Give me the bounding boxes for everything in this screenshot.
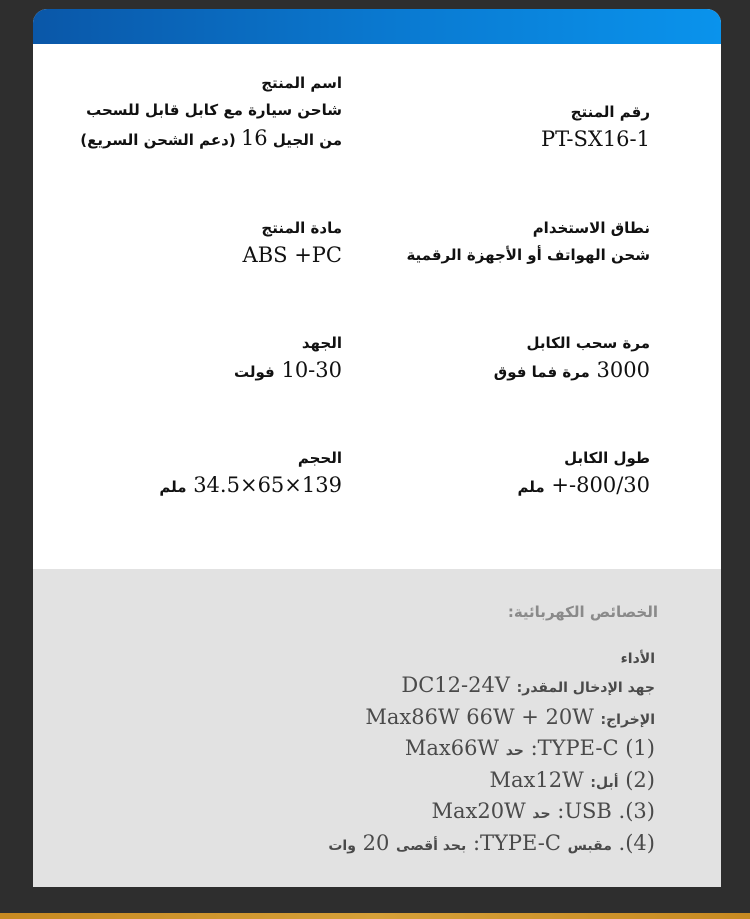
electrical-title: الخصائص الكهربائية:	[507, 603, 658, 621]
spec-value	[42, 96, 342, 154]
spec-label: الحجم	[297, 449, 342, 467]
port-2-prefix: (2)	[625, 767, 655, 792]
spec-value-number: 10-30	[281, 358, 342, 382]
port-4-unit: وات	[328, 837, 356, 854]
port-4-line	[328, 829, 655, 861]
output-value: Max86W 66W + 20W	[365, 704, 594, 729]
port-2-arabic: أبل:	[590, 774, 619, 791]
spec-value: ABS +PC	[242, 243, 342, 267]
spec-value-line: شاحن سيارة مع كابل قابل للسحب	[86, 101, 342, 119]
spec-pull-times	[360, 330, 650, 386]
spec-value	[42, 356, 342, 386]
port-4-arabic-1: مقبس	[567, 837, 612, 854]
output-label: الإخراج:	[600, 711, 655, 728]
spec-value	[360, 356, 650, 386]
port-4-number: 20	[362, 830, 390, 855]
spec-value-fragment: (دعم الشحن السريع)	[80, 131, 241, 149]
port-3-prefix: (3). USB:	[557, 799, 655, 823]
port-4-prefix: (4).	[618, 830, 655, 855]
port-3-line	[328, 797, 655, 829]
port-3-arabic: حد	[532, 806, 551, 822]
spec-value-fragment: من الجيل	[267, 131, 342, 149]
performance-heading: الأداء	[620, 651, 655, 667]
spec-value: شحن الهواتف أو الأجهزة الرقمية	[406, 246, 650, 264]
electrical-list	[328, 647, 655, 860]
port-4-arabic-2: بحد أقصى	[396, 837, 467, 854]
spec-product-name	[42, 70, 342, 154]
port-2-value: Max12W	[489, 767, 584, 792]
rated-input-label: جهد الإدخال المقدر:	[516, 680, 655, 696]
product-spec-card	[33, 9, 721, 887]
spec-label: مرة سحب الكابل	[526, 334, 650, 352]
spec-label: مادة المنتج	[261, 219, 342, 237]
rated-input-value: DC12-24V	[401, 673, 510, 697]
card-header-bar	[33, 9, 721, 44]
bottom-accent-strip	[0, 913, 750, 919]
spec-size	[42, 445, 342, 501]
spec-value-number: 139×65×34.5	[193, 473, 342, 497]
spec-label: رقم المنتج	[570, 103, 650, 121]
spec-cable-length	[360, 445, 650, 501]
port-1-value: Max66W	[404, 736, 500, 760]
spec-voltage	[42, 330, 342, 386]
spec-value-unit: مرة فما فوق	[493, 363, 590, 381]
port-1-prefix: (1) TYPE-C:	[530, 736, 655, 760]
port-2-line	[328, 766, 655, 798]
spec-label: الجهد	[301, 334, 342, 352]
electrical-properties-section	[33, 569, 721, 887]
spec-product-number	[360, 99, 650, 153]
spec-value-text	[80, 126, 342, 150]
spec-usage-scope	[360, 215, 650, 269]
spec-value-unit: ملم	[159, 478, 187, 496]
rated-input-line	[328, 671, 655, 703]
spec-label: نطاق الاستخدام	[532, 219, 650, 237]
spec-material	[42, 215, 342, 269]
output-line	[328, 703, 655, 735]
port-1-arabic: حد	[505, 743, 524, 759]
spec-value-line	[42, 124, 342, 154]
port-3-value: Max20W	[431, 799, 526, 823]
spec-value-number: 800/30-+	[551, 473, 650, 497]
port-1-line	[328, 734, 655, 766]
spec-label: اسم المنتج	[261, 74, 342, 92]
port-4-type: TYPE-C:	[472, 830, 561, 855]
spec-value: PT-SX16-1	[540, 127, 650, 151]
spec-value-number: 3000	[596, 358, 650, 382]
spec-value	[42, 471, 342, 501]
spec-value	[360, 471, 650, 501]
spec-label: طول الكابل	[564, 449, 650, 467]
spec-value-number: 16	[240, 126, 268, 150]
spec-value-unit: ملم	[517, 478, 545, 496]
spec-value-unit: فولت	[234, 363, 275, 381]
